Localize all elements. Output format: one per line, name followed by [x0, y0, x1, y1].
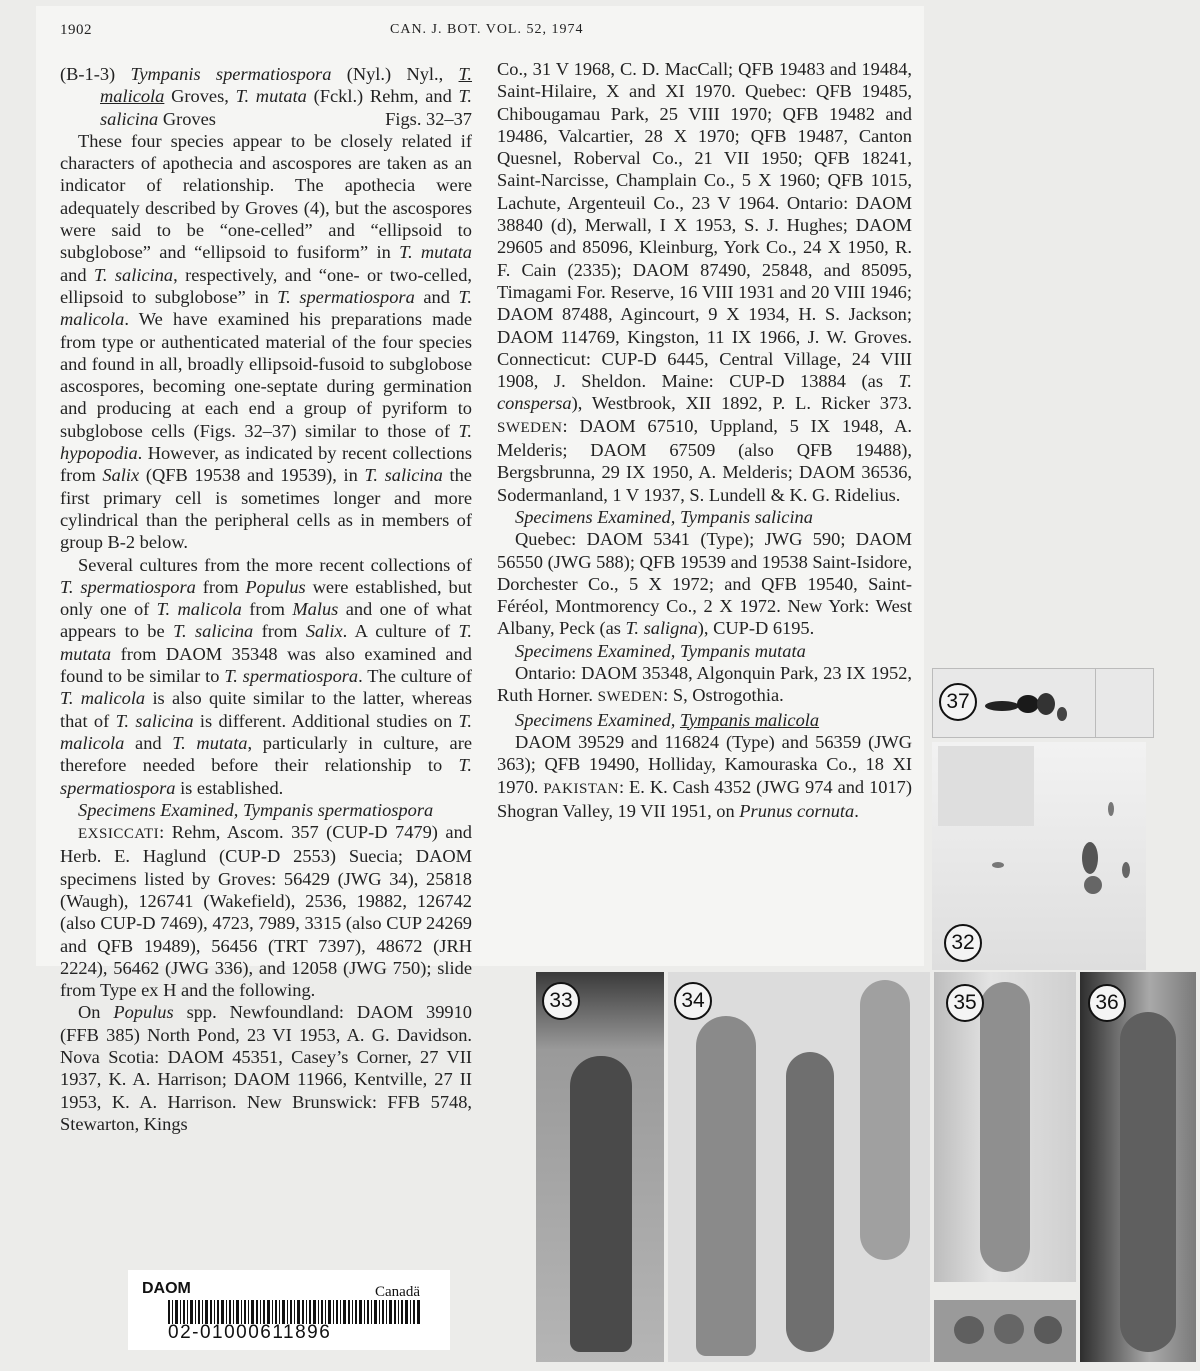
figure-34-micrograph: [668, 972, 930, 1362]
ascus: [570, 1056, 632, 1352]
figure-36-number: 36: [1088, 984, 1126, 1022]
spore-cell: [1034, 1316, 1062, 1344]
figure-33-micrograph: [536, 972, 664, 1362]
right-column: [497, 58, 912, 822]
spore-cell: [1122, 862, 1130, 878]
figure-37-micrograph: [932, 668, 1154, 738]
specimens-heading-spermatiospora: Specimens Examined, Tympanis spermatiospora: [78, 799, 434, 820]
figure-35-lower-panel: [934, 1300, 1076, 1362]
ascus: [860, 980, 910, 1260]
spore-cell: [954, 1316, 984, 1344]
salicina-paragraph: Quebec: DAOM 5341 (Type); JWG 590; DAOM 56550 (JWG 588); QFB 19539 and 19538 Saint-Isidore, Dorchester Co., 5 X 1972; and QFB 19540, Saint-Féréol, Montmorency Co., 2 X 1972. New York: West Albany, Peck (as T. saligna), CUP-D 6195.: [497, 529, 912, 639]
spore-cell: [1037, 693, 1055, 715]
spore-cell: [994, 1314, 1024, 1344]
mutata-paragraph: Ontario: DAOM 35348, Algonquin Park, 23 IX 1952, Ruth Horner. SWEDEN: S, Ostrogothia.: [497, 663, 912, 706]
paragraph-cultures: Several cultures from the more recent collections of T. spermatiospora from Populus were established, but only one of T. malicola from Malus and one of what appears to be T. salicina from Salix. A culture of T. mutata from DAOM 35348 was also examined and found to be similar to T. spermatiospora. The culture of T. malicola is also quite similar to the latter, whereas that of T. salicina is different. Additional studies on T. malicola and T. mutata, particularly in culture, are therefore needed before their relationship to T. spermatiospora is established.: [60, 554, 472, 798]
spore-cell: [1017, 695, 1039, 713]
figure-32-number: 32: [944, 924, 982, 962]
panel-divider: [1095, 669, 1096, 737]
specimens-heading-malicola: Specimens Examined, Tympanis malicola: [515, 709, 820, 730]
spermatiospora-continued: Co., 31 V 1968, C. D. MacCall; QFB 19483 and 19484, Saint-Hilaire, X and XI 1970. Quebec: QFB 19485, Chibougamau Park, 25 VIII 1970; QFB 19482 and 19486, Valcartier, 28 X 1970; QFB 19487, Canton Quesnel, Roberval Co., 21 VII 1950; QFB 18241, Saint-Narcisse, Champlain Co., 5 X 1960; QFB 1015, Lachute, Argenteuil Co., 23 V 1964. Ontario: DAOM 38840 (d), Merwall, I X 1953, S. J. Hughes; DAOM 29605 and 85096, Kleinburg, York Co., 24 X 1950, R. F. Cain (2335); DAOM 87490, 25848, and 85095, Timagami For. Reserve, 16 VIII 1931 and 20 VIII 1946; DAOM 87488, Agincourt, 9 X 1934, H. S. Jackson; DAOM 114769, Kingston, 11 IX 1966, J. W. Groves. Connecticut: CUP-D 6445, Central Village, 24 VIII 1908, J. Sheldon. Maine: CUP-D 13884 (as T. conspersa), Westbrook, XII 1892, P. L. Ricker 373. SWEDEN: DAOM 67510, Uppland, 5 IX 1948, A. Melderis; DAOM 67509 (also QFB 19488), Bergsbrunna, 29 IX 1950, A. Melderis; DAOM 36536, Sodermanland, 1 V 1937, S. Lundell & K. G. Ridelius.: [497, 59, 912, 505]
barcode-icon: [168, 1300, 420, 1324]
specimens-heading-mutata: Specimens Examined, Tympanis mutata: [515, 640, 806, 661]
spore-cell: [1108, 802, 1114, 816]
ascus: [786, 1052, 834, 1352]
figure-35-micrograph: [934, 972, 1076, 1282]
figure-33-number: 33: [542, 982, 580, 1020]
entry-title: (B-1-3) Tympanis spermatiospora (Nyl.) Nyl., T. malicola Groves, T. mutata (Fckl.) Rehm, and T. salicina Groves Figs. 32–37: [60, 64, 473, 129]
page-number: 1902: [60, 22, 92, 38]
figure-36-micrograph: [1080, 972, 1196, 1362]
inset-panel: [938, 746, 1034, 826]
journal-citation: CAN. J. BOT. VOL. 52, 1974: [390, 22, 584, 37]
exsiccati-paragraph: EXSICCATI: Rehm, Ascom. 357 (CUP-D 7479) and Herb. E. Haglund (CUP-D 2553) Suecia; DAOM specimens listed by Groves: 56429 (JWG 34), 25818 (Waugh), 126741 (Wakefield), 2536, 19882, 126742 (also CUP-D 7469), 4723, 7989, 3315 (also CUP 24269 and QFB 19489), 56456 (TRT 7397), 48672 (JRH 2224), 56462 (JWG 336), and 12058 (JWG 750); slide from Type ex H and the following.: [60, 822, 472, 1001]
spore-cell: [1084, 876, 1102, 894]
left-column: [60, 63, 472, 1135]
ascus: [696, 1016, 756, 1356]
figure-37-number: 37: [939, 683, 977, 721]
ascus: [980, 982, 1030, 1272]
barcode-number: 02-01000611896: [168, 1322, 332, 1343]
spore-cell: [1057, 707, 1067, 721]
herbarium-barcode-label: [128, 1270, 450, 1350]
spore-cell: [992, 862, 1004, 868]
label-organization: DAOM: [142, 1280, 191, 1297]
ascus: [1120, 1012, 1176, 1352]
label-country-wordmark: Canadä: [375, 1284, 420, 1300]
malicola-paragraph: DAOM 39529 and 116824 (Type) and 56359 (JWG 363); QFB 19490, Holliday, Kamouraska Co., 18 XI 1970. PAKISTAN: E. K. Cash 4352 (JWG 974 and 1017) Shogran Valley, 19 VII 1951, on Prunus cornuta.: [497, 731, 912, 821]
figure-32-micrograph: [932, 742, 1146, 970]
spore-cell: [1082, 842, 1098, 874]
figure-35-number: 35: [946, 984, 984, 1022]
paragraph-relationship: These four species appear to be closely related if characters of apothecia and ascospores are taken as an indicator of relationship. The apothecia were adequately described by Groves (4), but the ascospores were said to be “one-celled” and “ellipsoid to subglobose” and “ellipsoid to fusiform” in T. mutata and T. salicina, respectively, and “one- or two-celled, ellipsoid to subglobose” in T. spermatiospora and T. malicola. We have examined his preparations made from type or authenticated material of the four species and found in all, broadly ellipsoid-fusoid to subglobose ascospores, becoming one-septate during germination and producing at each end a group of pyriform to subglobose cells (Figs. 32–37) similar to those of T. hypopodia. However, as indicated by recent collections from Salix (QFB 19538 and 19539), in T. salicina the first primary cell is sometimes longer and more cylindrical than the peripheral cells as in members of group B-2 below.: [60, 130, 473, 553]
spore-cell: [985, 701, 1019, 711]
figure-34-number: 34: [674, 982, 712, 1020]
specimens-heading-salicina: Specimens Examined, Tympanis salicina: [515, 506, 813, 527]
populus-paragraph: On Populus spp. Newfoundland: DAOM 39910 (FFB 385) North Pond, 23 VI 1953, A. G. Davidson. Nova Scotia: DAOM 45351, Casey’s Corner, 27 VII 1937, K. A. Harrison; DAOM 11966, Kentville, 27 II 1953, K. A. Harrison. New Brunswick: FFB 5748, Stewarton, Kings: [60, 1002, 472, 1134]
figure-reference: Figs. 32–37: [385, 108, 472, 129]
